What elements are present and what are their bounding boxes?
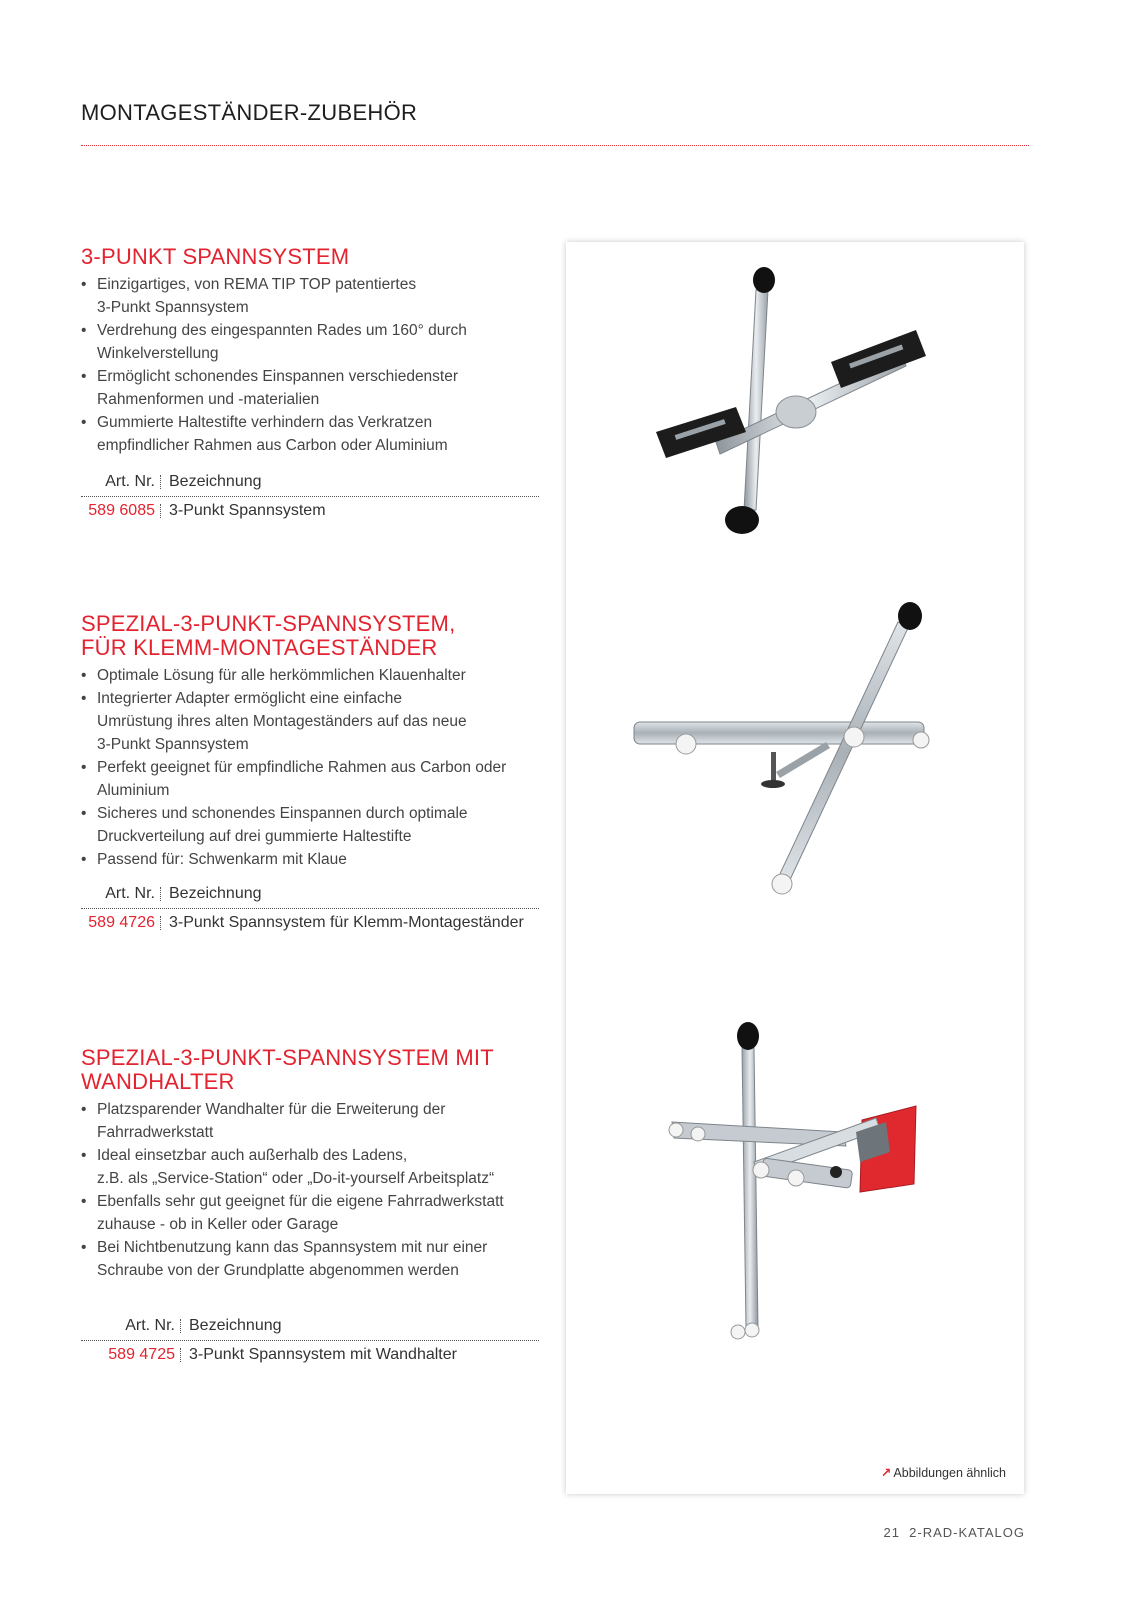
list-item: • Gummierte Haltestifte verhindern das Verkratzen empfindlicher Rahmen aus Carbon oder Aluminium bbox=[81, 411, 541, 457]
table-row bbox=[81, 497, 539, 525]
table-row bbox=[81, 1341, 539, 1369]
feature-list bbox=[81, 1098, 541, 1282]
list-item: • Platzsparender Wandhalter für die Erweiterung der Fahrradwerkstatt bbox=[81, 1098, 541, 1144]
bezeichnung-value: 3-Punkt Spannsystem mit Wandhalter bbox=[189, 1346, 457, 1363]
table-row bbox=[81, 909, 539, 937]
title-divider bbox=[81, 145, 1029, 146]
product-image-panel bbox=[566, 242, 1024, 1494]
bezeichnung-value: 3-Punkt Spannsystem für Klemm-Montageständer bbox=[169, 914, 524, 931]
art-nr-value: 589 6085 bbox=[81, 502, 161, 520]
section-title: 3-PUNKT SPANNSYSTEM bbox=[81, 244, 350, 269]
list-item: • Ideal einsetzbar auch außerhalb des Ladens, z.B. als „Service-Station“ oder „Do-it-yourself Arbeitsplatz“ bbox=[81, 1144, 541, 1190]
article-table-3 bbox=[81, 1312, 539, 1369]
product-image-1 bbox=[656, 262, 946, 542]
art-nr-header: Art. Nr. bbox=[81, 1317, 181, 1335]
product-section-1 bbox=[81, 245, 541, 457]
list-item: • Passend für: Schwenkarm mit Klaue bbox=[81, 848, 541, 871]
bezeichnung-header: Bezeichnung bbox=[169, 885, 262, 902]
section-title: SPEZIAL-3-PUNKT-SPANNSYSTEM MIT WANDHALTER bbox=[81, 1045, 494, 1094]
feature-list bbox=[81, 664, 541, 871]
feature-list bbox=[81, 273, 541, 457]
list-item: • Perfekt geeignet für empfindliche Rahmen aus Carbon oder Aluminium bbox=[81, 756, 541, 802]
list-item: • Einzigartiges, von REMA TIP TOP patentiertes 3-Punkt Spannsystem bbox=[81, 273, 541, 319]
list-item: • Ebenfalls sehr gut geeignet für die eigene Fahrradwerkstatt zuhause - ob in Keller oder Garage bbox=[81, 1190, 541, 1236]
catalog-name: 2-RAD-KATALOG bbox=[909, 1525, 1025, 1540]
product-section-2 bbox=[81, 612, 541, 871]
image-note: ↗ Abbildungen ähnlich bbox=[880, 1466, 1006, 1480]
art-nr-value: 589 4726 bbox=[81, 914, 161, 932]
bezeichnung-header: Bezeichnung bbox=[189, 1317, 282, 1334]
product-image-3 bbox=[666, 1012, 926, 1352]
list-item: • Bei Nichtbenutzung kann das Spannsystem mit nur einer Schraube von der Grundplatte abgenommen werden bbox=[81, 1236, 541, 1282]
page-footer bbox=[883, 1525, 1025, 1540]
table-header-row bbox=[81, 880, 539, 909]
table-header-row bbox=[81, 468, 539, 497]
page-number: 21 bbox=[883, 1525, 900, 1540]
art-nr-value: 589 4725 bbox=[81, 1346, 181, 1364]
arrow-up-right-icon: ↗ bbox=[880, 1466, 892, 1480]
article-table-2 bbox=[81, 880, 539, 937]
list-item: • Integrierter Adapter ermöglicht eine einfache Umrüstung ihres alten Montageständers auf das neue 3-Punkt Spannsystem bbox=[81, 687, 541, 756]
art-nr-header: Art. Nr. bbox=[81, 885, 161, 903]
bezeichnung-value: 3-Punkt Spannsystem bbox=[169, 502, 326, 519]
table-header-row bbox=[81, 1312, 539, 1341]
article-table-1 bbox=[81, 468, 539, 525]
art-nr-header: Art. Nr. bbox=[81, 473, 161, 491]
section-title: SPEZIAL-3-PUNKT-SPANNSYSTEM, FÜR KLEMM-MONTAGESTÄNDER bbox=[81, 611, 456, 660]
page-title: MONTAGESTÄNDER-ZUBEHÖR bbox=[81, 100, 418, 125]
list-item: • Ermöglicht schonendes Einspannen verschiedenster Rahmenformen und -materialien bbox=[81, 365, 541, 411]
bezeichnung-header: Bezeichnung bbox=[169, 473, 262, 490]
list-item: • Sicheres und schonendes Einspannen durch optimale Druckverteilung auf drei gummierte Haltestifte bbox=[81, 802, 541, 848]
list-item: • Optimale Lösung für alle herkömmlichen Klauenhalter bbox=[81, 664, 541, 687]
product-section-3 bbox=[81, 1046, 541, 1282]
list-item: • Verdrehung des eingespannten Rades um 160° durch Winkelverstellung bbox=[81, 319, 541, 365]
product-image-2 bbox=[626, 602, 946, 902]
